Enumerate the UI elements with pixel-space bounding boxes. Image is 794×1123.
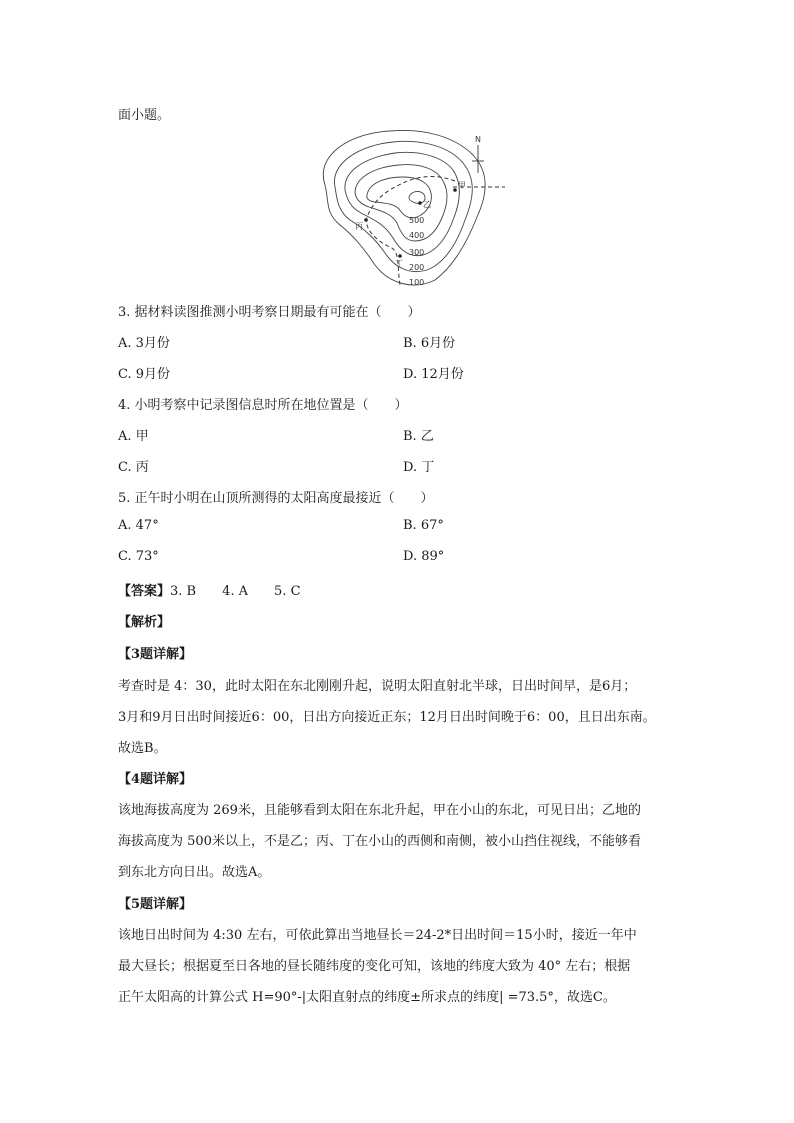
q4-stem: 4. 小明考察中记录图信息时所在地位置是（ ） [118,398,408,413]
q3-option-b: B. 6月份 [403,336,456,351]
detail-5-line-2: 最大昼长；根据夏至日各地的昼长随纬度的变化可知，该地的纬度大致为 40° 左右；根据 [118,959,631,974]
q3-option-c: C. 9月份 [118,367,171,382]
q5-option-d: D. 89° [403,549,445,564]
contour-200 [334,141,472,271]
contour-label-400: 400 [409,231,425,240]
detail-4-line-3: 到东北方向日出。故选A。 [118,865,271,880]
point-ding: 丁 [395,259,403,268]
q3-stem: 3. 据材料读图推测小明考察日期最有可能在（ ） [118,305,421,320]
detail-4-heading: 【4题详解】 [118,772,193,787]
point-yi: 乙 [423,200,431,209]
detail-3-heading: 【3题详解】 [118,647,193,662]
q5-stem: 5. 正午时小明在山顶所测得的太阳高度最接近（ ） [118,491,434,506]
answer-label: 【答案】 [118,584,171,599]
answer-text: 3. B 4. A 5. C [170,584,301,599]
detail-3-line-1: 考查时是 4：30，此时太阳在东北刚刚升起，说明太阳直射北半球，日出时间早，是6月； [118,679,637,694]
q3-option-a: A. 3月份 [118,336,170,351]
q4-option-d: D. 丁 [403,460,435,475]
detail-3-line-2: 3月和9月日出时间接近6：00，日出方向接近正东；12月日出时间晚于6：00，且日出东南。 [118,710,656,725]
detail-5-heading: 【5题详解】 [118,897,193,912]
analysis-heading: 【解析】 [118,615,171,630]
q3-option-d: D. 12月份 [403,367,464,382]
contour-label-200: 200 [409,263,425,272]
contour-label-100: 100 [409,278,425,287]
detail-5-line-1: 该地日出时间为 4:30 左右，可依此算出当地昼长＝24-2*日出时间＝15小时，接近一年中 [118,928,637,943]
detail-5-line-3: 正午太阳高的计算公式 H=90°-|太阳直射点的纬度±所求点的纬度| =73.5°，故选C。 [118,990,616,1005]
contour-100 [323,130,485,285]
contour-500 [367,177,432,218]
point-jia: 甲 [458,181,466,190]
q4-option-c: C. 丙 [118,460,149,475]
north-label: N [475,135,481,144]
point-bing: 丙 [355,222,363,231]
detail-4-line-2: 海拔高度为 500米以上，不是乙；丙、丁在小山的西侧和南侧，被小山挡住视线，不能够看 [118,834,641,849]
q5-option-c: C. 73° [118,549,159,564]
contour-map [305,125,510,290]
q4-option-a: A. 甲 [118,429,149,444]
contour-label-300: 300 [409,248,425,257]
q4-option-b: B. 乙 [403,429,434,444]
intro-text: 面小题。 [118,108,171,123]
detail-4-line-1: 该地海拔高度为 269米，且能够看到太阳在东北升起，甲在小山的东北，可见日出；乙地的 [118,803,641,818]
answer-line [118,580,301,599]
q5-option-a: A. 47° [118,518,159,533]
detail-3-line-3: 故选B。 [118,741,167,756]
q5-option-b: B. 67° [403,518,444,533]
contour-label-500: 500 [409,216,425,225]
